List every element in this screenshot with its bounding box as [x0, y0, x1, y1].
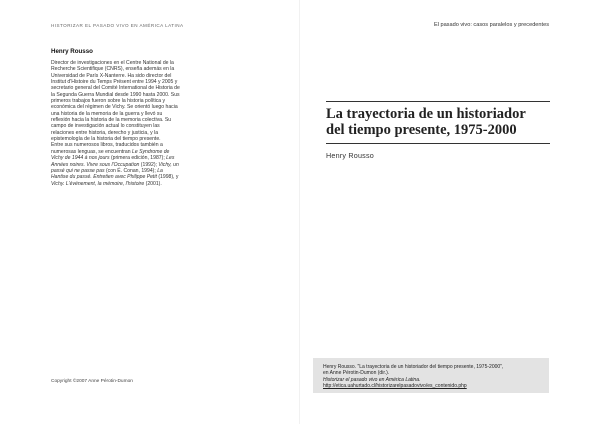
bio-paragraph-1 — [51, 60, 181, 142]
author-name-heading: Henry Rousso — [51, 48, 93, 55]
bio-text: (1998), y — [158, 174, 179, 181]
book-title: Vichy. L'événement, la mémoire, l'histoire — [51, 180, 145, 187]
book-title: Vichy, un passé qui ne passe pas — [51, 161, 179, 174]
book-title: La Hantise du passé. Entretien avec Philippe Petit — [51, 167, 163, 181]
citation-box — [313, 358, 549, 393]
bio-text: (primera edición, 1987); — [110, 155, 165, 162]
citation-line-1: Henry Rousso. "La trayectoria de un historiador del tiempo presente, 1975-2000", — [323, 364, 504, 370]
chapter-title-line-1: La trayectoria de un historiador — [326, 106, 526, 122]
running-head-right: El pasado vivo: casos paralelos y precedentes — [433, 22, 549, 28]
citation-book-title: Historizar el pasado vivo en América Latina. — [323, 376, 421, 383]
title-rule-top — [326, 101, 550, 102]
copyright-notice: Copyright ©2007 Anne Pérotin-Dumon — [51, 379, 133, 384]
running-head-left: HISTORIZAR EL PASADO VIVO EN AMÉRICA LATINA — [51, 23, 184, 28]
book-title: Le Syndrome de Vichy de 1944 à nos jours — [51, 148, 170, 162]
bio-paragraph-2 — [51, 142, 181, 186]
chapter-author: Henry Rousso — [326, 151, 374, 160]
bio-text: (2001). — [145, 180, 162, 187]
author-bio — [51, 60, 181, 187]
book-title: Les Années noires. Vivre sous l'Occupation — [51, 155, 175, 168]
bio-text: (1992); — [140, 161, 157, 168]
citation-url-link[interactable]: http://etica.uahurtado.cl/historizarelpasadovivo/es_contenido.php — [323, 383, 467, 390]
citation-line-2 — [323, 370, 545, 383]
citation-editor: en Anne Pérotin-Dumon (dir.). — [323, 370, 390, 377]
bio-text: (con É. Conan, 1994); — [105, 167, 156, 174]
chapter-title-line-2: del tiempo presente, 1975-2000 — [326, 122, 517, 138]
chapter-title — [326, 106, 556, 138]
bio-text: Director de investigaciones en el Centre National de la Recherche Scientifique (CNRS), enseña además en la Universidad de París X-Nanterre. Ha sido director del Institut d'Histoire du Temps Présent entre 1994 y 2005 y secretario general del Comité International de Historia de la Segunda Guerra Mundial desde 1990 hasta 2000. Sus primeros trabajos fueron sobre la historia política y económica del régimen de Vichy. Se orientó luego hacia una historia de la memoria de la guerra y llevó su reflexión hacia la historia de la memoria colectiva. Su campo de investigación actual lo constituyen las relaciones entre historia, derecho y justicia, y la epistemología de la historia del tiempo presente. — [51, 60, 180, 143]
title-rule-bottom — [326, 143, 550, 144]
citation-text — [323, 364, 545, 390]
bio-text: Entre sus numerosos libros, traducidos también a numerosas lenguas, se encuentran — [51, 142, 163, 155]
